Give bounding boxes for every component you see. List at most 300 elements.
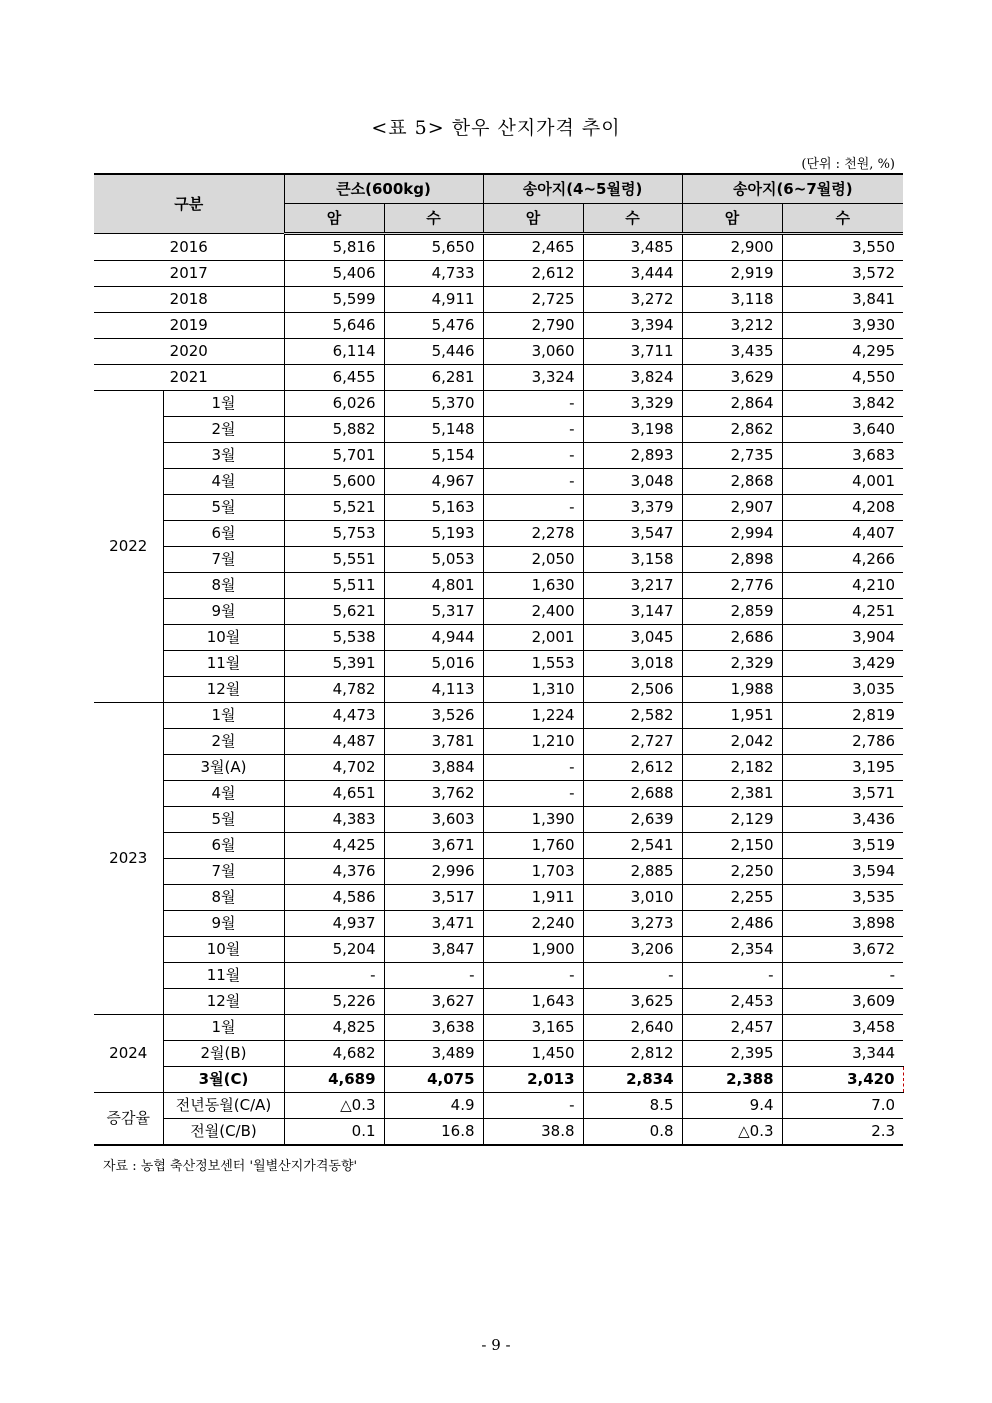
value-cell: 3,898 bbox=[782, 911, 903, 937]
value-cell: 3,045 bbox=[583, 625, 682, 651]
year-label: 2021 bbox=[94, 365, 284, 391]
value-cell: 2,786 bbox=[782, 729, 903, 755]
header-sub: 암 bbox=[284, 204, 384, 234]
value-cell: 5,204 bbox=[284, 937, 384, 963]
month-label: 9월 bbox=[163, 599, 284, 625]
value-cell: 3,420 bbox=[782, 1067, 903, 1093]
value-cell: 5,193 bbox=[384, 521, 483, 547]
table-row bbox=[94, 287, 903, 313]
value-cell: 4,944 bbox=[384, 625, 483, 651]
value-cell: 4,487 bbox=[284, 729, 384, 755]
table-row bbox=[94, 521, 903, 547]
value-cell: 4,937 bbox=[284, 911, 384, 937]
value-cell: 2,013 bbox=[483, 1067, 583, 1093]
value-cell: 3,629 bbox=[682, 365, 782, 391]
value-cell: 5,538 bbox=[284, 625, 384, 651]
value-cell: 4,251 bbox=[782, 599, 903, 625]
value-cell: 3,444 bbox=[583, 261, 682, 287]
month-label: 5월 bbox=[163, 495, 284, 521]
month-label: 7월 bbox=[163, 547, 284, 573]
value-cell: 4,825 bbox=[284, 1015, 384, 1041]
value-cell: 2,862 bbox=[682, 417, 782, 443]
value-cell: 5,370 bbox=[384, 391, 483, 417]
value-cell: 3,550 bbox=[782, 234, 903, 261]
value-cell: 3,048 bbox=[583, 469, 682, 495]
header-sub: 수 bbox=[384, 204, 483, 234]
month-label: 11월 bbox=[163, 963, 284, 989]
value-cell: 3,212 bbox=[682, 313, 782, 339]
table-row bbox=[94, 937, 903, 963]
value-cell: 5,053 bbox=[384, 547, 483, 573]
year-group-label: 2022 bbox=[94, 391, 163, 703]
month-label: 2월 bbox=[163, 729, 284, 755]
value-cell: 3,711 bbox=[583, 339, 682, 365]
value-cell: 4,801 bbox=[384, 573, 483, 599]
month-label: 1월 bbox=[163, 1015, 284, 1041]
value-cell: 3,379 bbox=[583, 495, 682, 521]
value-cell: 4,425 bbox=[284, 833, 384, 859]
value-cell: 8.5 bbox=[583, 1093, 682, 1119]
value-cell: 2,541 bbox=[583, 833, 682, 859]
value-cell: 16.8 bbox=[384, 1119, 483, 1146]
value-cell: 3,904 bbox=[782, 625, 903, 651]
month-label: 3월 bbox=[163, 443, 284, 469]
table-row bbox=[94, 495, 903, 521]
value-cell: 3,010 bbox=[583, 885, 682, 911]
value-cell: 5,600 bbox=[284, 469, 384, 495]
value-cell: 2,725 bbox=[483, 287, 583, 313]
value-cell: 1,643 bbox=[483, 989, 583, 1015]
month-label: 5월 bbox=[163, 807, 284, 833]
table-row bbox=[94, 651, 903, 677]
value-cell: 4,208 bbox=[782, 495, 903, 521]
value-cell: 1,630 bbox=[483, 573, 583, 599]
value-cell: 4,782 bbox=[284, 677, 384, 703]
month-label: 8월 bbox=[163, 573, 284, 599]
value-cell: △0.3 bbox=[682, 1119, 782, 1146]
value-cell: 2,900 bbox=[682, 234, 782, 261]
table-row bbox=[94, 417, 903, 443]
value-cell: 4,550 bbox=[782, 365, 903, 391]
value-cell: 3,165 bbox=[483, 1015, 583, 1041]
table-row bbox=[94, 963, 903, 989]
value-cell: 3,060 bbox=[483, 339, 583, 365]
value-cell: 2,688 bbox=[583, 781, 682, 807]
value-cell: 3,625 bbox=[583, 989, 682, 1015]
value-cell: 3,198 bbox=[583, 417, 682, 443]
value-cell: 2,776 bbox=[682, 573, 782, 599]
value-cell: 3,471 bbox=[384, 911, 483, 937]
value-cell: - bbox=[782, 963, 903, 989]
value-cell: 4,075 bbox=[384, 1067, 483, 1093]
value-cell: 6,455 bbox=[284, 365, 384, 391]
value-cell: 3,195 bbox=[782, 755, 903, 781]
value-cell: 4,586 bbox=[284, 885, 384, 911]
value-cell: 2,388 bbox=[682, 1067, 782, 1093]
value-cell: 3,571 bbox=[782, 781, 903, 807]
table-row bbox=[94, 1067, 903, 1093]
value-cell: - bbox=[682, 963, 782, 989]
value-cell: 2,457 bbox=[682, 1015, 782, 1041]
value-cell: 2,868 bbox=[682, 469, 782, 495]
month-label: 2월 bbox=[163, 417, 284, 443]
value-cell: 5,317 bbox=[384, 599, 483, 625]
table-row bbox=[94, 911, 903, 937]
value-cell: 3,435 bbox=[682, 339, 782, 365]
value-cell: 4,295 bbox=[782, 339, 903, 365]
value-cell: 4,911 bbox=[384, 287, 483, 313]
month-label: 2월(B) bbox=[163, 1041, 284, 1067]
table-row bbox=[94, 729, 903, 755]
month-label: 8월 bbox=[163, 885, 284, 911]
year-group-label: 2024 bbox=[94, 1015, 163, 1093]
value-cell: 5,406 bbox=[284, 261, 384, 287]
value-cell: 2,150 bbox=[682, 833, 782, 859]
value-cell: 3,526 bbox=[384, 703, 483, 729]
value-cell: 3,344 bbox=[782, 1041, 903, 1067]
value-cell: 5,646 bbox=[284, 313, 384, 339]
value-cell: 2,354 bbox=[682, 937, 782, 963]
value-cell: 5,226 bbox=[284, 989, 384, 1015]
table-row bbox=[94, 391, 903, 417]
value-cell: 3,429 bbox=[782, 651, 903, 677]
year-label: 2016 bbox=[94, 234, 284, 261]
year-label: 2020 bbox=[94, 339, 284, 365]
value-cell: 5,521 bbox=[284, 495, 384, 521]
value-cell: 4,113 bbox=[384, 677, 483, 703]
month-label: 12월 bbox=[163, 677, 284, 703]
value-cell: 3,638 bbox=[384, 1015, 483, 1041]
value-cell: 4,967 bbox=[384, 469, 483, 495]
value-cell: 2,898 bbox=[682, 547, 782, 573]
value-cell: 4,473 bbox=[284, 703, 384, 729]
value-cell: 1,760 bbox=[483, 833, 583, 859]
value-cell: - bbox=[483, 443, 583, 469]
value-cell: 3,781 bbox=[384, 729, 483, 755]
value-cell: 2,001 bbox=[483, 625, 583, 651]
value-cell: 2,790 bbox=[483, 313, 583, 339]
page-number: - 9 - bbox=[481, 1336, 511, 1354]
value-cell: 3,324 bbox=[483, 365, 583, 391]
year-label: 2019 bbox=[94, 313, 284, 339]
value-cell: 6,281 bbox=[384, 365, 483, 391]
value-cell: 4,001 bbox=[782, 469, 903, 495]
value-cell: - bbox=[483, 1093, 583, 1119]
table-row bbox=[94, 833, 903, 859]
value-cell: 4,210 bbox=[782, 573, 903, 599]
header-sub: 암 bbox=[483, 204, 583, 234]
value-cell: 4,702 bbox=[284, 755, 384, 781]
value-cell: 3,841 bbox=[782, 287, 903, 313]
value-cell: 5,016 bbox=[384, 651, 483, 677]
value-cell: 2,278 bbox=[483, 521, 583, 547]
value-cell: 3,603 bbox=[384, 807, 483, 833]
value-cell: 3,217 bbox=[583, 573, 682, 599]
value-cell: 2,735 bbox=[682, 443, 782, 469]
table-row bbox=[94, 885, 903, 911]
value-cell: 2,834 bbox=[583, 1067, 682, 1093]
value-cell: - bbox=[483, 755, 583, 781]
value-cell: 6,026 bbox=[284, 391, 384, 417]
month-label: 3월(C) bbox=[163, 1067, 284, 1093]
value-cell: 2,612 bbox=[483, 261, 583, 287]
value-cell: 2,893 bbox=[583, 443, 682, 469]
value-cell: 4,407 bbox=[782, 521, 903, 547]
value-cell: 1,310 bbox=[483, 677, 583, 703]
value-cell: 2,812 bbox=[583, 1041, 682, 1067]
value-cell: 0.8 bbox=[583, 1119, 682, 1146]
year-label: 2018 bbox=[94, 287, 284, 313]
header-sub: 수 bbox=[583, 204, 682, 234]
value-cell: 2,994 bbox=[682, 521, 782, 547]
value-cell: - bbox=[483, 495, 583, 521]
table-row bbox=[94, 1041, 903, 1067]
year-label: 2017 bbox=[94, 261, 284, 287]
table-row bbox=[94, 599, 903, 625]
value-cell: 1,900 bbox=[483, 937, 583, 963]
value-cell: 4,689 bbox=[284, 1067, 384, 1093]
value-cell: - bbox=[483, 417, 583, 443]
value-cell: 2,639 bbox=[583, 807, 682, 833]
change-row-label: 전월(C/B) bbox=[163, 1119, 284, 1146]
header-group-calf-4-5: 송아지(4~5월령) bbox=[483, 174, 682, 204]
value-cell: 2,864 bbox=[682, 391, 782, 417]
value-cell: 5,753 bbox=[284, 521, 384, 547]
value-cell: 3,671 bbox=[384, 833, 483, 859]
value-cell: 2,255 bbox=[682, 885, 782, 911]
value-cell: - bbox=[483, 469, 583, 495]
month-label: 10월 bbox=[163, 937, 284, 963]
value-cell: 1,224 bbox=[483, 703, 583, 729]
month-label: 4월 bbox=[163, 469, 284, 495]
value-cell: 3,485 bbox=[583, 234, 682, 261]
table-row bbox=[94, 261, 903, 287]
value-cell: △0.3 bbox=[284, 1093, 384, 1119]
value-cell: 2,640 bbox=[583, 1015, 682, 1041]
month-label: 12월 bbox=[163, 989, 284, 1015]
value-cell: 2.3 bbox=[782, 1119, 903, 1146]
value-cell: 3,640 bbox=[782, 417, 903, 443]
value-cell: 4,383 bbox=[284, 807, 384, 833]
value-cell: 3,535 bbox=[782, 885, 903, 911]
value-cell: 2,727 bbox=[583, 729, 682, 755]
value-cell: 2,819 bbox=[782, 703, 903, 729]
value-cell: - bbox=[483, 963, 583, 989]
change-rate-label: 증감율 bbox=[94, 1093, 163, 1146]
value-cell: 3,519 bbox=[782, 833, 903, 859]
month-label: 3월(A) bbox=[163, 755, 284, 781]
value-cell: 3,683 bbox=[782, 443, 903, 469]
header-category: 구분 bbox=[94, 174, 284, 234]
table-row bbox=[94, 547, 903, 573]
value-cell: - bbox=[284, 963, 384, 989]
value-cell: - bbox=[384, 963, 483, 989]
header-sub: 암 bbox=[682, 204, 782, 234]
value-cell: 2,486 bbox=[682, 911, 782, 937]
value-cell: 6,114 bbox=[284, 339, 384, 365]
value-cell: 7.0 bbox=[782, 1093, 903, 1119]
value-cell: 38.8 bbox=[483, 1119, 583, 1146]
value-cell: 2,050 bbox=[483, 547, 583, 573]
value-cell: 2,506 bbox=[583, 677, 682, 703]
unit-note: (단위 : 천원, %) bbox=[801, 157, 895, 172]
value-cell: 5,446 bbox=[384, 339, 483, 365]
table-body bbox=[94, 234, 903, 1146]
table-row bbox=[94, 1119, 903, 1146]
table-row bbox=[94, 573, 903, 599]
value-cell: 3,206 bbox=[583, 937, 682, 963]
value-cell: 4,266 bbox=[782, 547, 903, 573]
value-cell: 4.9 bbox=[384, 1093, 483, 1119]
table-title: <표 5> 한우 산지가격 추이 bbox=[371, 117, 621, 139]
table-row bbox=[94, 1015, 903, 1041]
value-cell: 2,582 bbox=[583, 703, 682, 729]
value-cell: 3,035 bbox=[782, 677, 903, 703]
month-label: 10월 bbox=[163, 625, 284, 651]
table-row bbox=[94, 781, 903, 807]
value-cell: 2,381 bbox=[682, 781, 782, 807]
value-cell: 3,272 bbox=[583, 287, 682, 313]
table-row bbox=[94, 234, 903, 261]
value-cell: 1,390 bbox=[483, 807, 583, 833]
value-cell: 3,627 bbox=[384, 989, 483, 1015]
value-cell: 1,553 bbox=[483, 651, 583, 677]
value-cell: 3,517 bbox=[384, 885, 483, 911]
value-cell: 4,376 bbox=[284, 859, 384, 885]
value-cell: 1,911 bbox=[483, 885, 583, 911]
value-cell: 2,996 bbox=[384, 859, 483, 885]
source-note: 자료 : 농협 축산정보센터 '월별산지가격동향' bbox=[103, 1159, 358, 1174]
value-cell: 1,951 bbox=[682, 703, 782, 729]
value-cell: 3,884 bbox=[384, 755, 483, 781]
value-cell: 2,250 bbox=[682, 859, 782, 885]
value-cell: 5,701 bbox=[284, 443, 384, 469]
value-cell: 3,158 bbox=[583, 547, 682, 573]
table-row bbox=[94, 313, 903, 339]
table-row bbox=[94, 755, 903, 781]
value-cell: 3,458 bbox=[782, 1015, 903, 1041]
value-cell: 3,273 bbox=[583, 911, 682, 937]
month-label: 9월 bbox=[163, 911, 284, 937]
value-cell: 3,547 bbox=[583, 521, 682, 547]
value-cell: 1,450 bbox=[483, 1041, 583, 1067]
value-cell: 5,476 bbox=[384, 313, 483, 339]
value-cell: 5,154 bbox=[384, 443, 483, 469]
table-row bbox=[94, 989, 903, 1015]
value-cell: 5,511 bbox=[284, 573, 384, 599]
table-row bbox=[94, 859, 903, 885]
value-cell: 3,394 bbox=[583, 313, 682, 339]
value-cell: - bbox=[483, 391, 583, 417]
value-cell: 5,391 bbox=[284, 651, 384, 677]
table-row bbox=[94, 443, 903, 469]
value-cell: 3,018 bbox=[583, 651, 682, 677]
value-cell: 3,118 bbox=[682, 287, 782, 313]
value-cell: 4,651 bbox=[284, 781, 384, 807]
value-cell: 2,453 bbox=[682, 989, 782, 1015]
value-cell: - bbox=[483, 781, 583, 807]
month-label: 7월 bbox=[163, 859, 284, 885]
table-row bbox=[94, 339, 903, 365]
value-cell: 2,129 bbox=[682, 807, 782, 833]
header-sub: 수 bbox=[782, 204, 903, 234]
value-cell: 3,572 bbox=[782, 261, 903, 287]
table-row bbox=[94, 1093, 903, 1119]
value-cell: 1,988 bbox=[682, 677, 782, 703]
month-label: 6월 bbox=[163, 833, 284, 859]
month-label: 4월 bbox=[163, 781, 284, 807]
value-cell: 3,847 bbox=[384, 937, 483, 963]
value-cell: 5,816 bbox=[284, 234, 384, 261]
value-cell: 2,400 bbox=[483, 599, 583, 625]
value-cell: 3,824 bbox=[583, 365, 682, 391]
price-table bbox=[94, 173, 904, 1146]
table-row bbox=[94, 469, 903, 495]
value-cell: 3,609 bbox=[782, 989, 903, 1015]
value-cell: 9.4 bbox=[682, 1093, 782, 1119]
header-group-calf-6-7: 송아지(6~7월령) bbox=[682, 174, 903, 204]
value-cell: 3,489 bbox=[384, 1041, 483, 1067]
value-cell: 2,042 bbox=[682, 729, 782, 755]
value-cell: 4,733 bbox=[384, 261, 483, 287]
value-cell: 2,329 bbox=[682, 651, 782, 677]
value-cell: 1,703 bbox=[483, 859, 583, 885]
value-cell: 5,650 bbox=[384, 234, 483, 261]
value-cell: 3,436 bbox=[782, 807, 903, 833]
value-cell: 0.1 bbox=[284, 1119, 384, 1146]
value-cell: 3,594 bbox=[782, 859, 903, 885]
value-cell: - bbox=[583, 963, 682, 989]
value-cell: 2,395 bbox=[682, 1041, 782, 1067]
table-row bbox=[94, 677, 903, 703]
change-row-label: 전년동월(C/A) bbox=[163, 1093, 284, 1119]
value-cell: 2,859 bbox=[682, 599, 782, 625]
value-cell: 5,882 bbox=[284, 417, 384, 443]
month-label: 6월 bbox=[163, 521, 284, 547]
table-row bbox=[94, 703, 903, 729]
value-cell: 4,682 bbox=[284, 1041, 384, 1067]
value-cell: 2,686 bbox=[682, 625, 782, 651]
month-label: 11월 bbox=[163, 651, 284, 677]
value-cell: 2,612 bbox=[583, 755, 682, 781]
month-label: 1월 bbox=[163, 703, 284, 729]
value-cell: 3,842 bbox=[782, 391, 903, 417]
year-group-label: 2023 bbox=[94, 703, 163, 1015]
value-cell: 3,147 bbox=[583, 599, 682, 625]
value-cell: 5,163 bbox=[384, 495, 483, 521]
value-cell: 2,907 bbox=[682, 495, 782, 521]
value-cell: 5,599 bbox=[284, 287, 384, 313]
value-cell: 2,182 bbox=[682, 755, 782, 781]
value-cell: 5,621 bbox=[284, 599, 384, 625]
table-row bbox=[94, 807, 903, 833]
value-cell: 1,210 bbox=[483, 729, 583, 755]
value-cell: 5,551 bbox=[284, 547, 384, 573]
value-cell: 2,465 bbox=[483, 234, 583, 261]
table-row bbox=[94, 365, 903, 391]
value-cell: 3,762 bbox=[384, 781, 483, 807]
header-group-big-cattle: 큰소(600kg) bbox=[284, 174, 483, 204]
value-cell: 2,240 bbox=[483, 911, 583, 937]
value-cell: 2,919 bbox=[682, 261, 782, 287]
month-label: 1월 bbox=[163, 391, 284, 417]
value-cell: 3,672 bbox=[782, 937, 903, 963]
value-cell: 3,329 bbox=[583, 391, 682, 417]
value-cell: 5,148 bbox=[384, 417, 483, 443]
value-cell: 2,885 bbox=[583, 859, 682, 885]
value-cell: 3,930 bbox=[782, 313, 903, 339]
table-row bbox=[94, 625, 903, 651]
